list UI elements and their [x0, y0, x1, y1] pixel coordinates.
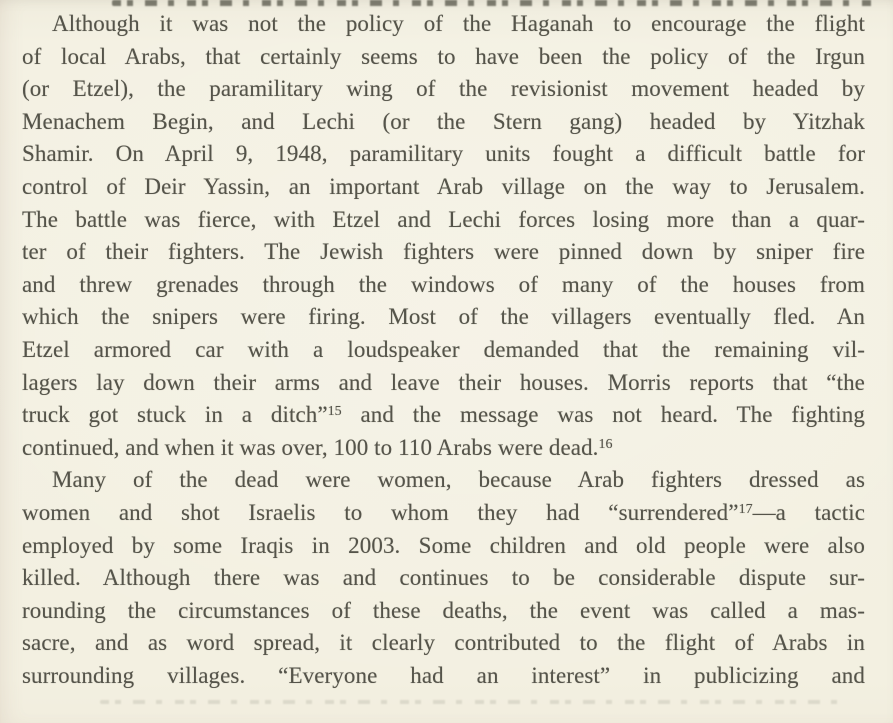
- text-segment: —a tactic: [752, 499, 865, 525]
- text-line: [22, 334, 865, 367]
- text-segment: and threw grenades through the windows of many of the houses from: [22, 271, 865, 297]
- text-segment: ter of their fighters. The Jewish fighters were pinned down by sniper fire: [22, 239, 865, 265]
- text-line: [22, 660, 865, 693]
- text-line: [22, 41, 865, 74]
- text-segment: sacre, and as word spread, it clearly contributed to the flight of Arabs in: [22, 630, 865, 656]
- text-line: [22, 530, 865, 563]
- text-segment: lagers lay down their arms and leave their houses. Morris reports that “the: [22, 369, 865, 395]
- text-line: [22, 138, 865, 171]
- text-line: [22, 171, 865, 204]
- text-line: [22, 399, 865, 432]
- paragraph: [22, 464, 865, 692]
- text-segment: (or Etzel), the paramilitary wing of the revisionist movement headed by: [22, 76, 865, 102]
- text-segment: which the snipers were firing. Most of the villagers eventually fled. An: [22, 304, 865, 330]
- text-segment: women and shot Israelis to whom they had “surrendered”: [22, 499, 739, 525]
- text-line: [22, 464, 865, 497]
- text-line: [22, 497, 865, 530]
- text-segment: Many of the dead were women, because Arab fighters dressed as: [52, 467, 865, 493]
- text-segment: Shamir. On April 9, 1948, paramilitary units fought a difficult battle for: [22, 141, 865, 167]
- text-segment: of local Arabs, that certainly seems to have been the policy of the Irgun: [22, 43, 865, 69]
- text-line: [22, 8, 865, 41]
- page-text: [22, 8, 865, 692]
- text-line: [22, 204, 865, 237]
- text-segment: The battle was fierce, with Etzel and Lechi forces losing more than a quar-: [22, 206, 865, 232]
- text-segment: Although it was not the policy of the Haganah to encourage the flight: [52, 11, 865, 36]
- text-line: [22, 106, 865, 139]
- text-line: [22, 269, 865, 302]
- text-line: [22, 595, 865, 628]
- text-line: [22, 236, 865, 269]
- text-segment: continued, and when it was over, 100 to 110 Arabs were dead.: [22, 434, 599, 460]
- text-line: [22, 432, 865, 465]
- footnote-ref: 15: [327, 404, 342, 420]
- text-segment: truck got stuck in a ditch”: [22, 402, 328, 428]
- text-line: [22, 73, 865, 106]
- paragraph: [22, 8, 865, 464]
- text-line: [22, 627, 865, 660]
- text-segment: killed. Although there was and continues to be considerable dispute sur-: [22, 565, 865, 591]
- text-segment: employed by some Iraqis in 2003. Some children and old people were also: [22, 532, 865, 558]
- clipped-text-line-top: [112, 0, 875, 6]
- text-segment: Menachem Begin, and Lechi (or the Stern gang) headed by Yitzhak: [22, 108, 865, 134]
- clipped-text-line-bottom: [100, 700, 848, 704]
- text-segment: surrounding villages. “Everyone had an interest” in publicizing and: [22, 662, 865, 688]
- text-segment: and the message was not heard. The fighting: [341, 402, 865, 428]
- text-line: [22, 301, 865, 334]
- text-segment: Etzel armored car with a loudspeaker demanded that the remaining vil-: [22, 336, 865, 362]
- text-segment: control of Deir Yassin, an important Arab village on the way to Jerusalem.: [22, 173, 865, 199]
- text-segment: rounding the circumstances of these deaths, the event was called a mas-: [22, 597, 865, 623]
- footnote-ref: 17: [738, 501, 753, 517]
- text-line: [22, 562, 865, 595]
- footnote-ref: 16: [598, 436, 613, 452]
- text-line: [22, 367, 865, 400]
